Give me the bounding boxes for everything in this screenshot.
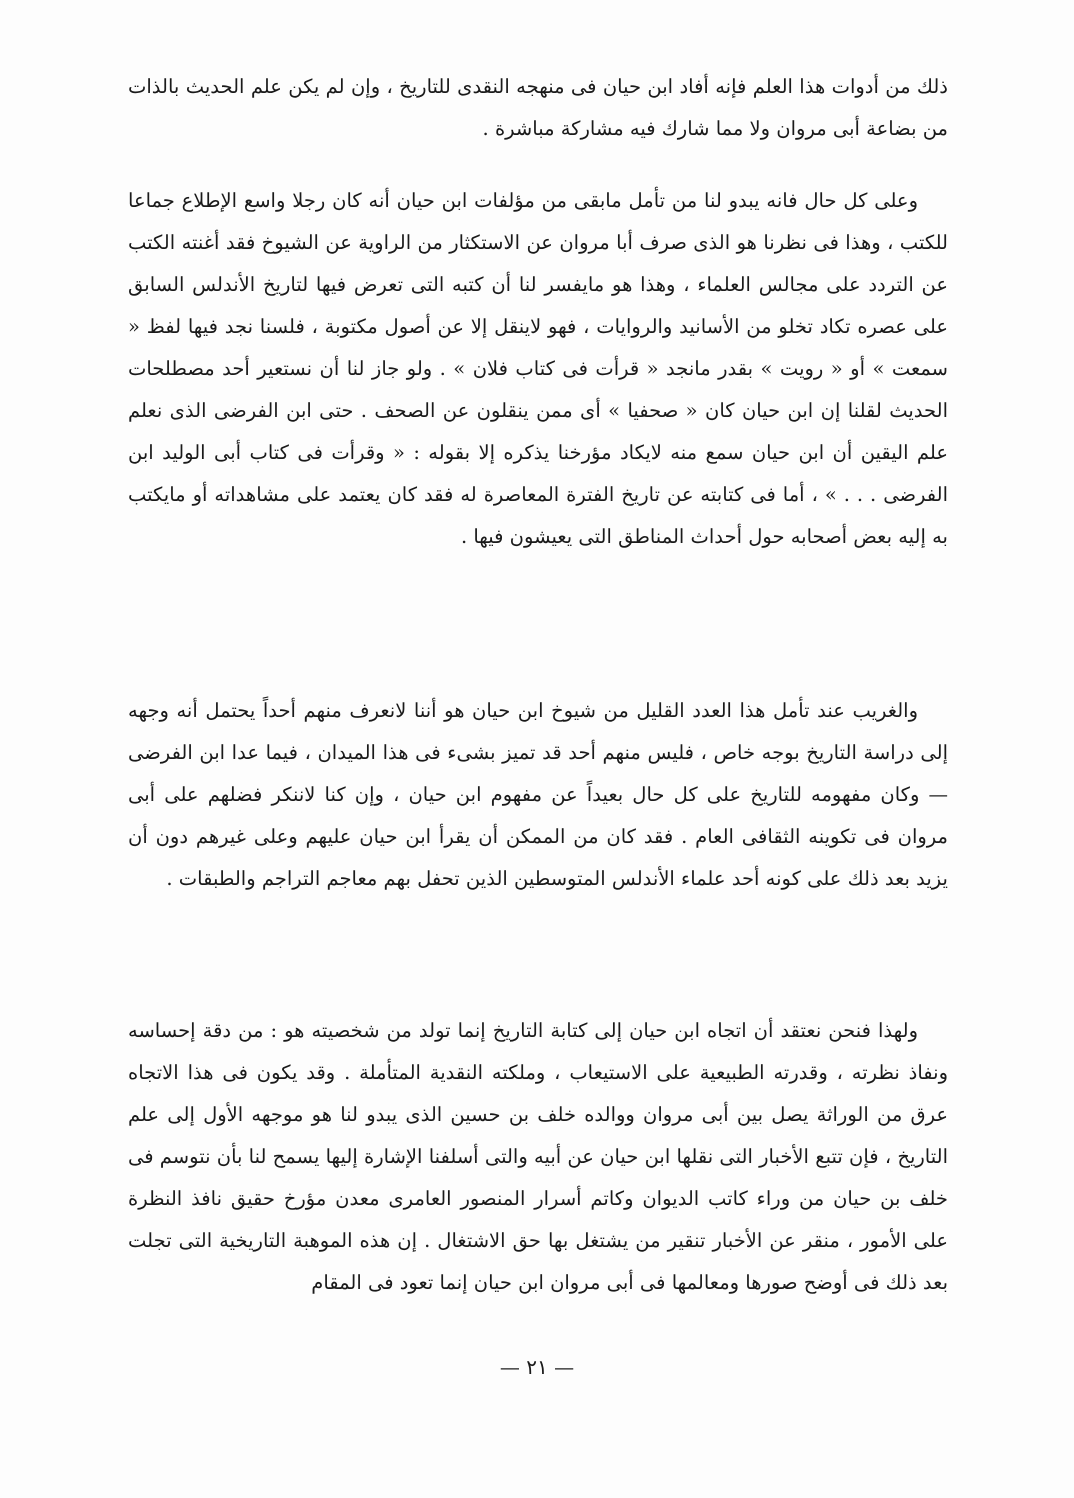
paragraph-4: ولهذا فنحن نعتقد أن اتجاه ابن حيان إلى كتابة التاريخ إنما تولد من شخصيته هو : من دقة إحساسه ونفاذ نظرته ، وقدرته الطبيعية على الاستيعاب ، وملكته النقدية المتأملة . وقد يكون فى هذا الاتجاه عرق من الوراثة يصل بين أبى مروان ووالده خلف بن حسين الذى يبدو لنا هو موجهه الأول إلى علم التاريخ ، فإن تتبع الأخبار التى نقلها ابن حيان عن أبيه والتى أسلفنا الإشارة إليها يسمح لنا بأن نتوسم فى خلف بن حيان من وراء كاتب الديوان وكاتم أسرار المنصور العامرى معدن مؤرخ حقيق نافذ النظرة على الأمور ، منقر عن الأخبار تنقير من يشتغل بها حق الاشتغال . إن هذه الموهبة التاريخية التى تجلت بعد ذلك فى أوضح صورها ومعالمها فى أبى مروان ابن حيان إنما تعود فى المقام: [128, 1019, 948, 1294]
paragraph-3: والغريب عند تأمل هذا العدد القليل من شيوخ ابن حيان هو أننا لانعرف منهم أحداً يحتمل أنه وجهه إلى دراسة التاريخ بوجه خاص ، فليس منهم أحد قد تميز بشىء فى هذا الميدان ، فيما عدا ابن الفرضى — وكان مفهومه للتاريخ على كل حال بعيداً عن مفهوم ابن حيان ، وإن كنا لاننكر فضلهم على أبى مروان فى تكوينه الثقافى العام . فقد كان من الممكن أن يقرأ ابن حيان عليهم وعلى غيرهم دون أن يزيد بعد ذلك على كونه أحد علماء الأندلس المتوسطين الذين تحفل بهم معاجم التراجم والطبقات .: [128, 699, 948, 890]
page-number: — ٢١ —: [499, 1355, 575, 1379]
paragraph-1: ذلك من أدوات هذا العلم فإنه أفاد ابن حيان فى منهجه النقدى للتاريخ ، وإن لم يكن علم الحديث بالذات من بضاعة أبى مروان ولا مما شارك فيه مشاركة مباشرة .: [128, 75, 948, 140]
paragraph-2: وعلى كل حال فانه يبدو لنا من تأمل مابقى من مؤلفات ابن حيان أنه كان رجلا واسع الإطلاع جماعا للكتب ، وهذا فى نظرنا هو الذى صرف أبا مروان عن الاستكثار من الراوية عن الشيوخ فقد أغنته الكتب عن التردد على مجالس العلماء ، وهذا هو مايفسر لنا أن كتبه التى تعرض فيها لتاريخ الأندلس السابق على عصره تكاد تخلو من الأسانيد والروايات ، فهو لاينقل إلا عن أصول مكتوبة ، فلسنا نجد فيها لفظ « سمعت » أو « رويت » بقدر مانجد « قرأت فى كتاب فلان » . ولو جاز لنا أن نستعير أحد مصطلحات الحديث لقلنا إن ابن حيان كان « صحفيا » أى ممن ينقلون عن الصحف . حتى ابن الفرضى الذى نعلم علم اليقين أن ابن حيان سمع منه لايكاد مؤرخنا يذكره إلا بقوله : « وقرأت فى كتاب أبى الوليد ابن الفرضى . . . » ، أما فى كتابته عن تاريخ الفترة المعاصرة له فقد كان يعتمد على مشاهداته أو مايكتب به إليه بعض أصحابه حول أحداث المناطق التى يعيشون فيها .: [128, 189, 948, 548]
